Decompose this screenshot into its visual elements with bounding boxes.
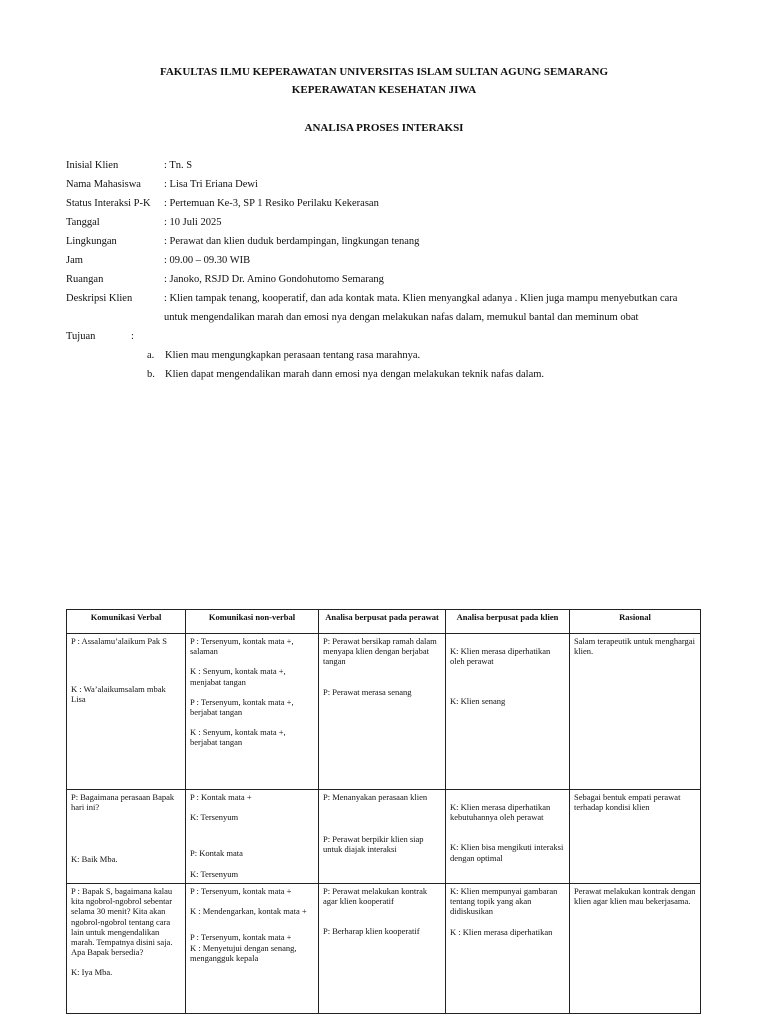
cell-text: K: Baik Mba. [71,854,118,865]
cell-text: P: Perawat bersikap ramah dalam menyapa klien dengan berjabat tangan [323,636,437,667]
cell-verbal [67,634,186,790]
table-header-row [67,610,701,634]
header-analisa-perawat: Analisa berpusat pada perawat [319,610,446,634]
info-label-status: Status Interaksi P-K [66,198,151,209]
cell-text: K: Iya Mba. [71,967,113,978]
cell-verbal [67,790,186,884]
info-value-deskripsi-cont: untuk mengendalikan marah dan emosi nya dengan melakukan nafas dalam, memukul bantal dan meminum obat [164,312,639,323]
cell-text: P : Assalamu’alaikum Pak S [71,636,168,646]
info-label-inisial: Inisial Klien [66,160,119,171]
cell-analisa-perawat [319,634,446,790]
header-institution: FAKULTAS ILMU KEPERAWATAN UNIVERSITAS ISLAM SULTAN AGUNG SEMARANG [159,66,609,78]
info-value-tanggal: : 10 Juli 2025 [164,217,222,228]
cell-text: P : Kontak mata + [190,792,252,802]
header-rasional: Rasional [570,610,701,634]
cell-analisa-klien [446,884,570,1014]
cell-text: K: Klien merasa diperhatikan kebutuhannya oleh perawat [450,802,551,823]
info-value-deskripsi: : Klien tampak tenang, kooperatif, dan ada kontak mata. Klien menyangkal adanya . Klien juga mampu menyebutkan cara [164,293,678,304]
cell-analisa-klien [446,790,570,884]
table-row [67,790,701,884]
cell-text: K: Tersenyum [190,868,239,879]
cell-text: P: Bagaimana perasaan Bapak hari ini? [71,792,175,813]
table-row [67,634,701,790]
info-value-jam: : 09.00 – 09.30 WIB [164,255,251,266]
table-row [67,884,701,1014]
header-analisa-klien: Analisa berpusat pada klien [446,610,570,634]
cell-analisa-klien [446,634,570,790]
tujuan-label: Tujuan [66,331,96,342]
cell-text: P : Tersenyum, kontak mata +, salaman [190,636,294,657]
info-label-tanggal: Tanggal [66,217,100,228]
cell-text: K: Klien merasa diperhatikan oleh perawat [450,646,551,667]
cell-text: K: Tersenyum [190,812,239,823]
cell-text: P: Perawat berpikir klien siap untuk diajak interaksi [323,834,424,855]
cell-rasional [570,884,701,1014]
document-title: ANALISA PROSES INTERAKSI [304,122,464,134]
cell-text: P : Tersenyum, kontak mata +, berjabat tangan [190,696,294,717]
cell-rasional [570,634,701,790]
cell-nonverbal [186,884,319,1014]
cell-text: P : Bapak S, bagaimana kalau kita ngobrol-ngobrol sebentar selama 30 menit? Kita akan ngobrol-ngobrol tentang cara lain untuk mengendalikan marah. Tempatnya disini saja. Apa Bapak bersedia? [71,886,173,958]
interaction-table [66,609,701,1014]
cell-text: K : Klien merasa diperhatikan [450,926,553,937]
cell-text: Perawat melakukan kontrak dengan klien agar klien mau bekerjasama. [574,886,696,907]
info-label-ruangan: Ruangan [66,274,104,285]
header-komunikasi-nonverbal: Komunikasi non-verbal [186,610,319,634]
info-label-lingkungan: Lingkungan [66,236,117,247]
tujuan-colon: : [131,331,134,342]
cell-text: K : Wa’alaikumsalam mbak Lisa [71,684,166,705]
info-value-lingkungan: : Perawat dan klien duduk berdampingan, lingkungan tenang [164,236,420,247]
cell-text: P: Kontak mata [190,848,243,859]
cell-text: P: Perawat merasa senang [323,686,412,697]
info-label-jam: Jam [66,255,83,266]
cell-text: P: Berharap klien kooperatif [323,926,420,937]
cell-text: K: Klien bisa mengikuti interaksi dengan optimal [450,842,564,863]
cell-text: P : Tersenyum, kontak mata + [190,932,292,943]
cell-analisa-perawat [319,790,446,884]
cell-text: P : Tersenyum, kontak mata + [190,886,292,896]
tujuan-item-b: Klien dapat mengendalikan marah dann emosi nya dengan melakukan teknik nafas dalam. [165,369,545,380]
header-komunikasi-verbal: Komunikasi Verbal [67,610,186,634]
info-label-deskripsi: Deskripsi Klien [66,293,133,304]
cell-text: K: Klien mempunyai gambaran tentang topik yang akan didiskusikan [450,886,558,917]
cell-text: K : Mendengarkan, kontak mata + [190,906,307,917]
info-value-nama: : Lisa Tri Eriana Dewi [164,179,258,190]
cell-text: K : Senyum, kontak mata +, berjabat tangan [190,727,286,748]
info-label-nama: Nama Mahasiswa [66,179,141,190]
tujuan-item-a-marker: a. [147,350,155,361]
tujuan-item-a: Klien mau mengungkapkan perasaan tentang rasa marahnya. [165,350,421,361]
cell-rasional [570,790,701,884]
cell-text: P: Perawat melakukan kontrak agar klien kooperatif [323,886,428,907]
cell-nonverbal [186,790,319,884]
cell-text: Sebagai bentuk empati perawat terhadap kondisi klien [574,792,681,813]
tujuan-item-b-marker: b. [147,369,155,380]
cell-text: K : Menyetujui dengan senang, mengangguk kepala [190,942,297,963]
cell-verbal [67,884,186,1014]
info-value-inisial: : Tn. S [164,160,193,171]
cell-text: K : Senyum, kontak mata +, menjabat tangan [190,666,286,687]
info-value-ruangan: : Janoko, RSJD Dr. Amino Gondohutomo Semarang [164,274,384,285]
cell-nonverbal [186,634,319,790]
cell-analisa-perawat [319,884,446,1014]
info-value-status: : Pertemuan Ke-3, SP 1 Resiko Perilaku Kekerasan [164,198,379,209]
cell-text: Salam terapeutik untuk menghargai klien. [574,636,695,657]
header-department: KEPERAWATAN KESEHATAN JIWA [291,84,477,96]
cell-text: P: Menanyakan perasaan klien [323,792,428,802]
cell-text: K: Klien senang [450,696,506,707]
